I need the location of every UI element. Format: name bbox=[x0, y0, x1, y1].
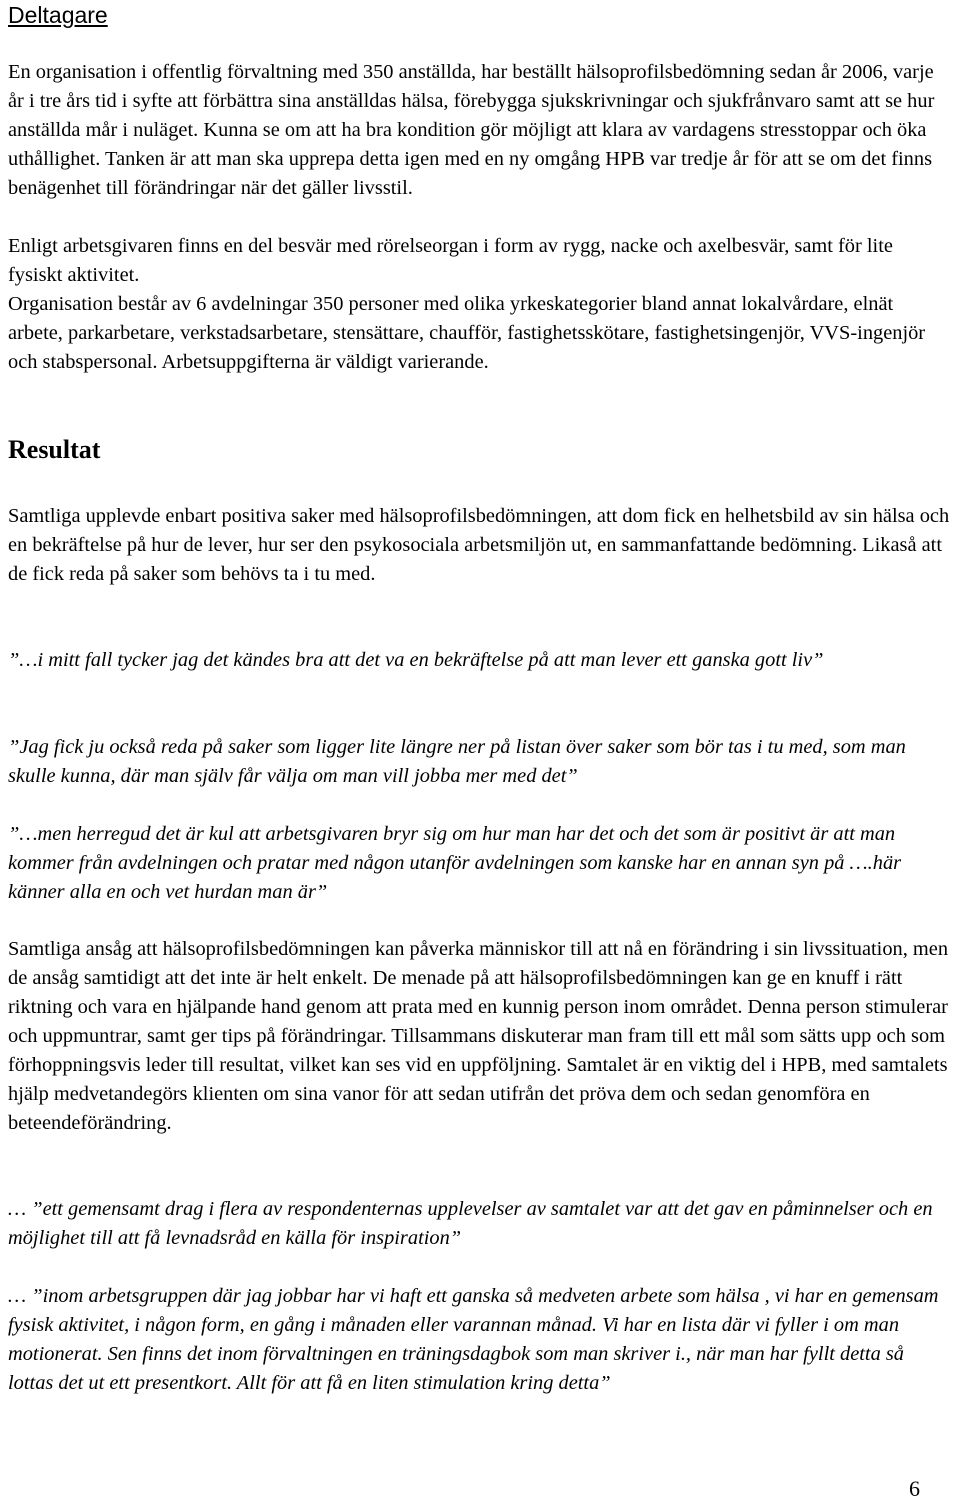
quote-3: ”…men herregud det är kul att arbetsgivaren bryr sig om hur man har det och det som är positivt är att man kommer från avdelningen och pratar med någon utanför avdelningen som kanske har en annan syn på ….här känner alla en och vet hurdan man är” bbox=[8, 823, 902, 903]
quote-2: ”Jag fick ju också reda på saker som ligger lite längre ner på listan över saker som bör tas i tu med, som man skulle kunna, där man själv får välja om man vill jobba mer med det” bbox=[8, 736, 906, 787]
paragraph-upplevelser: Samtliga upplevde enbart positiva saker med hälsoprofilsbedömningen, att dom fick en helhetsbild av sin hälsa och en bekräftelse på hur de lever, hur ser den psykosociala arbetsmiljön ut, en sammanfattande bedömning. Likaså att de fick reda på saker som behövs ta i tu med. bbox=[8, 505, 950, 585]
paragraph-forandring: Samtliga ansåg att hälsoprofilsbedömningen kan påverka människor till att nå en förändring i sin livssituation, men de ansåg samtidigt att det inte är helt enkelt. De menade på att hälsoprofilsbedömningen kan ge en knuff i rätt riktning och vara en hjälpande hand genom att prata med en kunnig person inom området. Denna person stimulerar och uppmuntrar, samt ger tips på förändringar. Tillsammans diskuterar man fram till ett mål som sätts upp och som förhoppningsvis leder till resultat, vilket kan ses vid en uppföljning. Samtalet är en viktig del i HPB, med samtalets hjälp medvetandegörs klienten om sina vanor för att sedan utifrån det pröva dem och sedan genomföra en beteendeförändring. bbox=[8, 938, 949, 1134]
heading-deltagare: Deltagare bbox=[8, 2, 108, 28]
quote-4: … ”ett gemensamt drag i flera av respondenternas upplevelser av samtalet var att det gav en påminnelser och en möjlighet till att få levnadsråd en källa för inspiration” bbox=[8, 1198, 933, 1249]
paragraph-besvar: Enligt arbetsgivaren finns en del besvär med rörelseorgan i form av rygg, nacke och axelbesvär, samt för lite fysiskt aktivitet. bbox=[8, 235, 893, 286]
paragraph-avdelningar: Organisation består av 6 avdelningar 350 personer med olika yrkeskategorier bland annat lokalvårdare, elnät arbete, parkarbetare, verkstadsarbetare, stensättare, chaufför, fastighetsskötare, fastighetsingenjör, VVS-ingenjör och stabspersonal. Arbetsuppgifterna är väldigt varierande. bbox=[8, 293, 926, 373]
paragraph-organisation: En organisation i offentlig förvaltning med 350 anställda, har beställt hälsoprofilsbedömning sedan år 2006, varje år i tre års tid i syfte att förbättra sina anställdas hälsa, förebygga sjukskrivningar och sjukfrånvaro samt att se hur anställda mår i nuläget. Kunna se om att ha bra kondition gör möjligt att klara av vardagens stresstoppar och öka uthållighet. Tanken är att man ska upprepa detta igen med en ny omgång HPB var tredje år för att se om det finns benägenhet till förändringar när det gäller livsstil. bbox=[8, 61, 935, 199]
quote-1: ”…i mitt fall tycker jag det kändes bra att det va en bekräftelse på att man lever ett ganska gott liv” bbox=[8, 649, 824, 671]
page-number: 6 bbox=[909, 1476, 920, 1501]
quote-5: … ”inom arbetsgruppen där jag jobbar har vi haft ett ganska så medveten arbete som hälsa , vi har en gemensam fysisk aktivitet, i någon form, en gång i månaden eller varannan månad. Vi har en lista där vi fyller i om man motionerat. Sen finns det inom förvaltningen en träningsdagbok som man skriver i., när man har fyllt detta så lottas det ut ett presentkort. Allt för att få en liten stimulation kring detta” bbox=[8, 1285, 939, 1394]
heading-resultat: Resultat bbox=[8, 435, 101, 464]
